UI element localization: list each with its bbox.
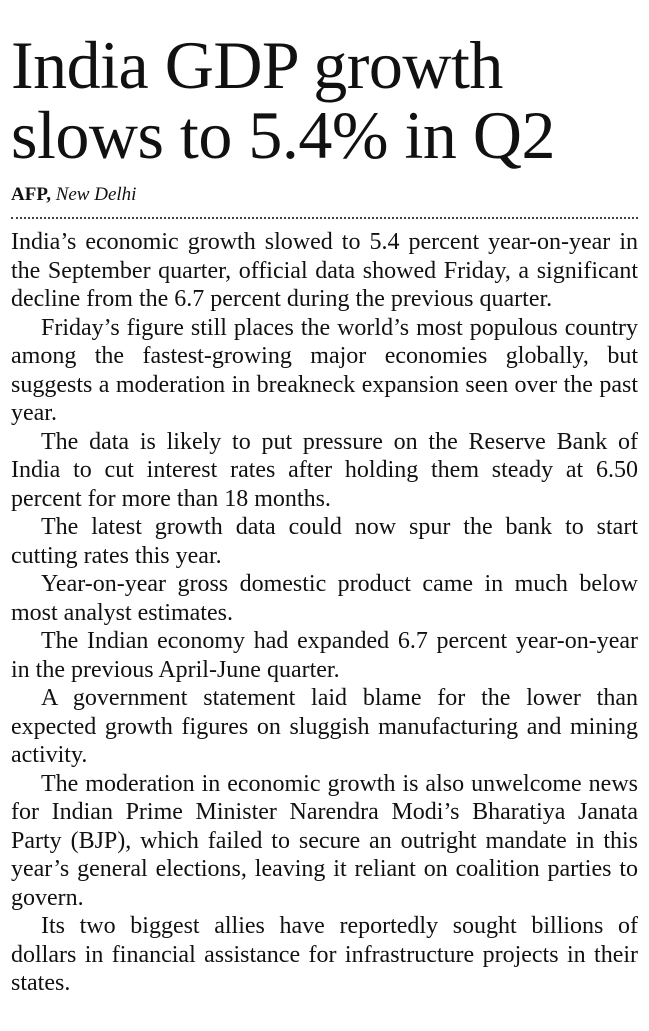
news-article	[11, 0, 638, 998]
paragraph: Year-on-year gross domestic product came in much below most analyst estimates.	[11, 571, 638, 626]
paragraph: Friday’s figure still places the world’s most populous country among the fastest-growing major economies globally, but suggests a moderation in breakneck expansion seen over the past year.	[11, 314, 638, 426]
headline: India GDP growth slows to 5.4% in Q2	[11, 27, 555, 173]
paragraph: The latest growth data could now spur the bank to start cutting rates this year.	[11, 514, 638, 569]
byline	[11, 184, 638, 206]
paragraph: India’s economic growth slowed to 5.4 percent year-on-year in the September quarter, official data showed Friday, a significant decline from the 6.7 percent during the previous quarter.	[11, 229, 638, 312]
paragraph: Its two biggest allies have reportedly sought billions of dollars in financial assistance for infrastructure projects in their states.	[11, 913, 638, 996]
byline-agency: AFP,	[11, 184, 51, 205]
paragraph: The Indian economy had expanded 6.7 percent year-on-year in the previous April-June quarter.	[11, 628, 638, 683]
paragraph: The moderation in economic growth is also unwelcome news for Indian Prime Minister Narendra Modi’s Bharatiya Janata Party (BJP), which failed to secure an outright mandate in this year’s general elections, leaving it reliant on coalition parties to govern.	[11, 770, 638, 911]
paragraph: A government statement laid blame for the lower than expected growth figures on sluggish manufacturing and mining activity.	[11, 685, 638, 768]
dotted-divider	[11, 217, 638, 219]
byline-place: New Delhi	[55, 184, 137, 205]
paragraph: The data is likely to put pressure on the Reserve Bank of India to cut interest rates after holding them steady at 6.50 percent for more than 18 months.	[11, 428, 638, 512]
article-body	[11, 228, 638, 998]
